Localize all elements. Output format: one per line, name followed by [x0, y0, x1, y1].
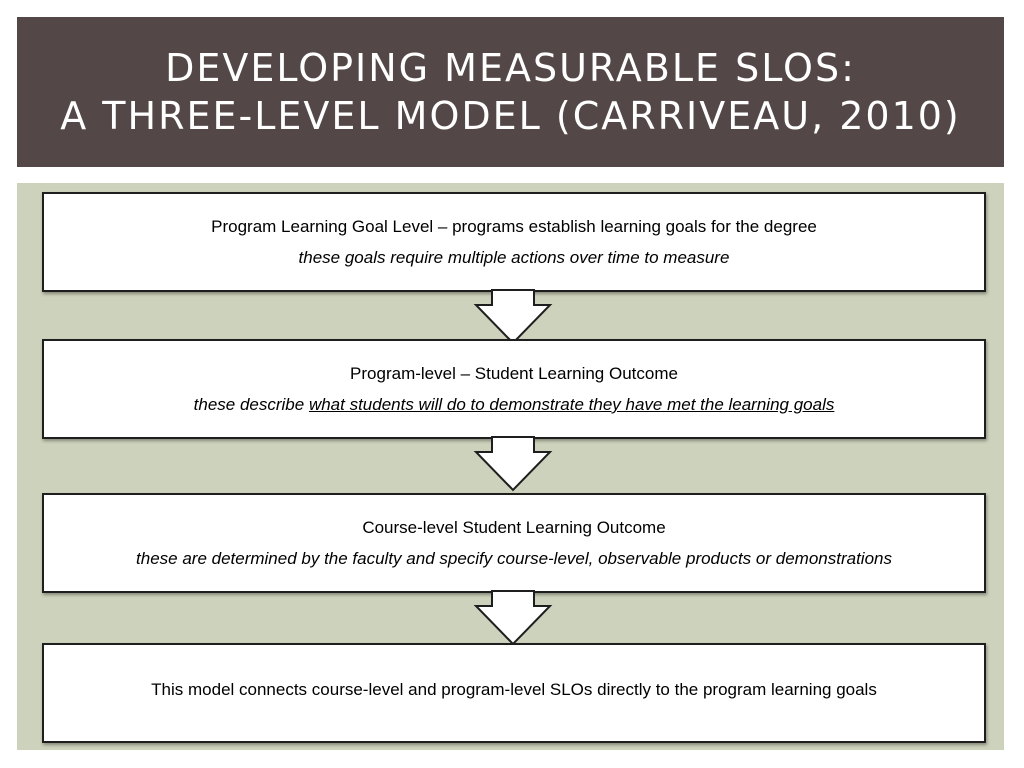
- down-arrow-icon: [472, 590, 554, 646]
- program-slo-box: [42, 339, 986, 439]
- program-slo-description: [194, 389, 835, 420]
- down-arrow-icon: [472, 289, 554, 345]
- diagram-panel: [17, 183, 1004, 750]
- title-line-1: DEVELOPING MEASURABLE SLOS:: [165, 46, 856, 90]
- course-slo-heading: Course-level Student Learning Outcome: [362, 518, 666, 537]
- model-summary-box: [42, 643, 986, 743]
- program-goal-box: [42, 192, 986, 292]
- course-slo-box: [42, 493, 986, 593]
- program-slo-heading: Program-level – Student Learning Outcome: [350, 364, 678, 383]
- program-goal-description: these goals require multiple actions over time to measure: [298, 248, 730, 267]
- title-bar: [17, 17, 1004, 167]
- course-slo-description: these are determined by the faculty and specify course-level, observable products or demonstrations: [136, 549, 892, 568]
- program-slo-description-prefix: these describe: [193, 395, 309, 414]
- program-slo-description-underlined: what students will do to demonstrate they have met the learning goals: [308, 395, 835, 414]
- down-arrow-icon: [472, 436, 554, 492]
- model-summary-text: This model connects course-level and program-level SLOs directly to the program learning goals: [151, 679, 877, 699]
- title-line-2: A THREE-LEVEL MODEL (CARRIVEAU, 2010): [60, 94, 961, 138]
- program-goal-heading: Program Learning Goal Level – programs establish learning goals for the degree: [211, 217, 817, 236]
